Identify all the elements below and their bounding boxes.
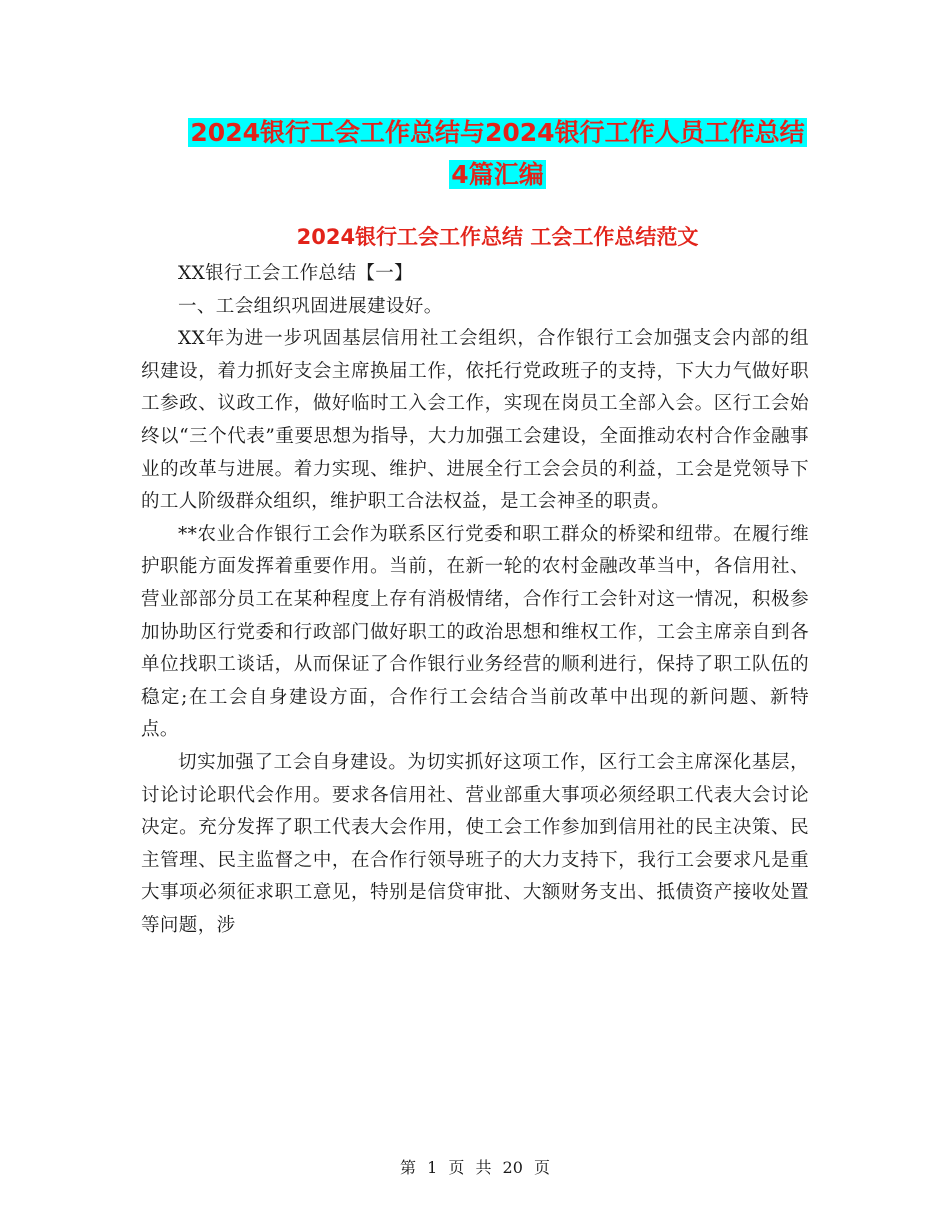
page-footer: 第 1 页 共 20 页	[400, 1158, 550, 1177]
document-title	[140, 112, 855, 196]
paragraph: **农业合作银行工会作为联系区行党委和职工群众的桥梁和纽带。在履行维护职能方面发挥着重要作用。当前，在新一轮的农村金融改革当中，各信用社、营业部部分员工在某种程度上存有消极情绪，合作行工会针对这一情况，积极参加协助区行党委和行政部门做好职工的政治思想和维权工作，工会主席亲自到各单位找职工谈话，从而保证了合作银行业务经营的顺利进行，保持了职工队伍的稳定;在工会自身建设方面，合作行工会结合当前改革中出现的新问题、新特点。	[141, 523, 809, 741]
title-line-2	[140, 154, 855, 196]
paragraph: 切实加强了工会自身建设。为切实抓好这项工作，区行工会主席深化基层，讨论讨论职代会作用。要求各信用社、营业部重大事项必须经职工代表大会讨论决定。充分发挥了职工代表大会作用，使工会工作参加到信用社的民主决策、民主管理、民主监督之中，在合作行领导班子的大力支持下，我行工会要求凡是重大事项必须征求职工意见，特别是信贷审批、大额财务支出、抵债资产接收处置等问题，涉	[141, 751, 809, 936]
section-heading: XX银行工会工作总结【一】	[178, 263, 414, 284]
paragraph: XX年为进一步巩固基层信用社工会组织，合作银行工会加强支会内部的组织建设，着力抓好支会主席换届工作，依托行党政班子的支持，下大力气做好职工参政、议政工作，做好临时工入会工作，实现在岗员工全部入会。区行工会始终以“三个代表”重要思想为指导，大力加强工会建设，全面推动农村合作金融事业的改革与进展。着力实现、维护、进展全行工会会员的利益，工会是党领导下的工人阶级群众组织，维护职工合法权益，是工会神圣的职责。	[141, 328, 809, 513]
title-line-1	[140, 112, 855, 154]
title-highlight-2: 4篇汇编	[451, 160, 544, 189]
body-text	[141, 258, 809, 942]
title-highlight-1: 2024银行工会工作总结与2024银行工作人员工作总结	[190, 118, 805, 147]
subsection-heading: 一、工会组织巩固进展建设好。	[178, 295, 443, 317]
section-subtitle: 2024银行工会工作总结 工会工作总结范文	[296, 225, 699, 249]
